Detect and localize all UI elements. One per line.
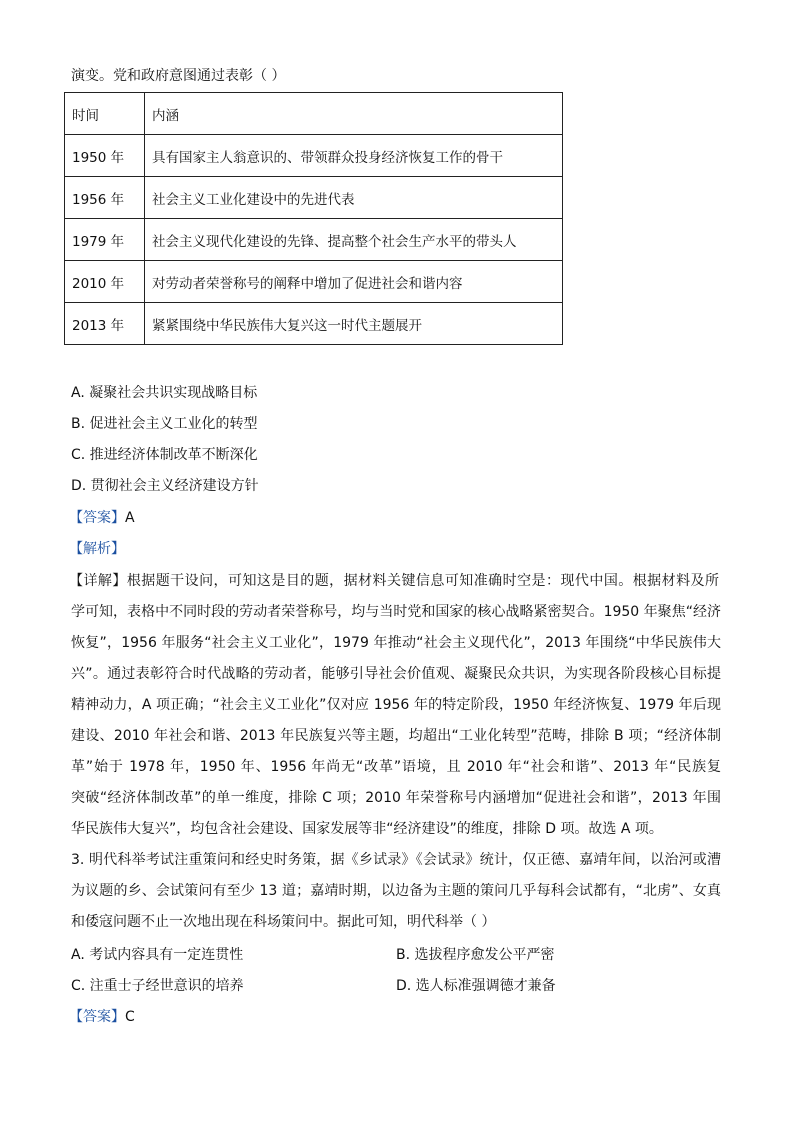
table-cell-meaning: 对劳动者荣誉称号的阐释中增加了促进社会和谐内容 <box>145 261 563 303</box>
answer-label: 【答案】 <box>69 1009 125 1025</box>
detail-line: 华民族伟大复兴”，均包含社会建设、国家发展等非“经济建设”的维度，排除 D 项。故选 A 项。 <box>71 821 663 837</box>
table-row <box>65 219 563 261</box>
detail-line: 革”始于 1978 年，1950 年、1956 年尚无“改革”语境，且 2010 年“社会和谐”、2013 年“民族复 <box>71 759 721 775</box>
detail-line: 突破“经济体制改革”的单一维度，排除 C 项；2010 年荣誉称号内涵增加“促进社会和谐”，2013 年围 <box>71 790 721 806</box>
table-cell-year: 1956 年 <box>65 177 145 219</box>
table-row <box>65 261 563 303</box>
q3-stem-line: 为议题的乡、会试策问有至少 13 道；嘉靖时期，以边备为主题的策问几乎每科会试都有，“北虏”、女真 <box>71 883 721 899</box>
q2-option-a: A. 凝聚社会共识实现战略目标 <box>71 385 258 401</box>
table-header-cell: 内涵 <box>145 93 563 135</box>
question-intro: 演变。党和政府意图通过表彰（ ） <box>71 68 286 84</box>
detail-line: 学可知，表格中不同时段的劳动者荣誉称号，均与当时党和国家的核心战略紧密契合。1950 年聚焦“经济 <box>71 604 721 620</box>
table-cell-meaning: 社会主义现代化建设的先锋、提高整个社会生产水平的带头人 <box>145 219 563 261</box>
table-cell-year: 1979 年 <box>65 219 145 261</box>
honor-table <box>64 92 563 345</box>
table-cell-meaning: 具有国家主人翁意识的、带领群众投身经济恢复工作的骨干 <box>145 135 563 177</box>
answer-value: A <box>125 510 135 526</box>
detail-line: 建设、2010 年社会和谐、2013 年民族复兴等主题，均超出“工业化转型”范畴，排除 B 项；“经济体制 <box>71 728 721 744</box>
table-row <box>65 303 563 345</box>
q2-option-d: D. 贯彻社会主义经济建设方针 <box>71 478 259 494</box>
q3-option-d: D. 选人标准强调德才兼备 <box>396 978 556 994</box>
table-cell-year: 2013 年 <box>65 303 145 345</box>
table-cell-year: 1950 年 <box>65 135 145 177</box>
q3-stem-line: 3. 明代科举考试注重策问和经史时务策，据《乡试录》《会试录》统计，仅正德、嘉靖年间，以治河或漕 <box>71 852 721 868</box>
q3-answer <box>69 1007 135 1027</box>
answer-value: C <box>125 1009 135 1025</box>
detail-line: 【详解】根据题干设问，可知这是目的题，据材料关键信息可知准确时空是：现代中国。根据材料及所 <box>69 573 719 589</box>
table-cell-meaning: 紧紧围绕中华民族伟大复兴这一时代主题展开 <box>145 303 563 345</box>
table-row <box>65 135 563 177</box>
q3-option-b: B. 选拔程序愈发公平严密 <box>396 947 555 963</box>
q2-analysis-label: 【解析】 <box>69 541 125 557</box>
table-cell-year: 2010 年 <box>65 261 145 303</box>
table-cell-meaning: 社会主义工业化建设中的先进代表 <box>145 177 563 219</box>
q3-stem-line: 和倭寇问题不止一次地出现在科场策问中。据此可知，明代科举（ ） <box>71 914 496 930</box>
q2-option-b: B. 促进社会主义工业化的转型 <box>71 416 258 432</box>
detail-line: 恢复”，1956 年服务“社会主义工业化”，1979 年推动“社会主义现代化”，2013 年围绕“中华民族伟大 <box>71 635 721 651</box>
detail-line: 精神动力，A 项正确；“社会主义工业化”仅对应 1956 年的特定阶段，1950 年经济恢复、1979 年后现 <box>71 697 721 713</box>
table-header-row <box>65 93 563 135</box>
answer-label: 【答案】 <box>69 510 125 526</box>
q2-answer <box>69 508 135 528</box>
q2-option-c: C. 推进经济体制改革不断深化 <box>71 447 258 463</box>
q3-option-c: C. 注重士子经世意识的培养 <box>71 978 244 994</box>
q3-option-a: A. 考试内容具有一定连贯性 <box>71 947 244 963</box>
table-header-cell: 时间 <box>65 93 145 135</box>
table-row <box>65 177 563 219</box>
detail-line: 兴”。通过表彰符合时代战略的劳动者，能够引导社会价值观、凝聚民众共识，为实现各阶段核心目标提 <box>71 666 721 682</box>
